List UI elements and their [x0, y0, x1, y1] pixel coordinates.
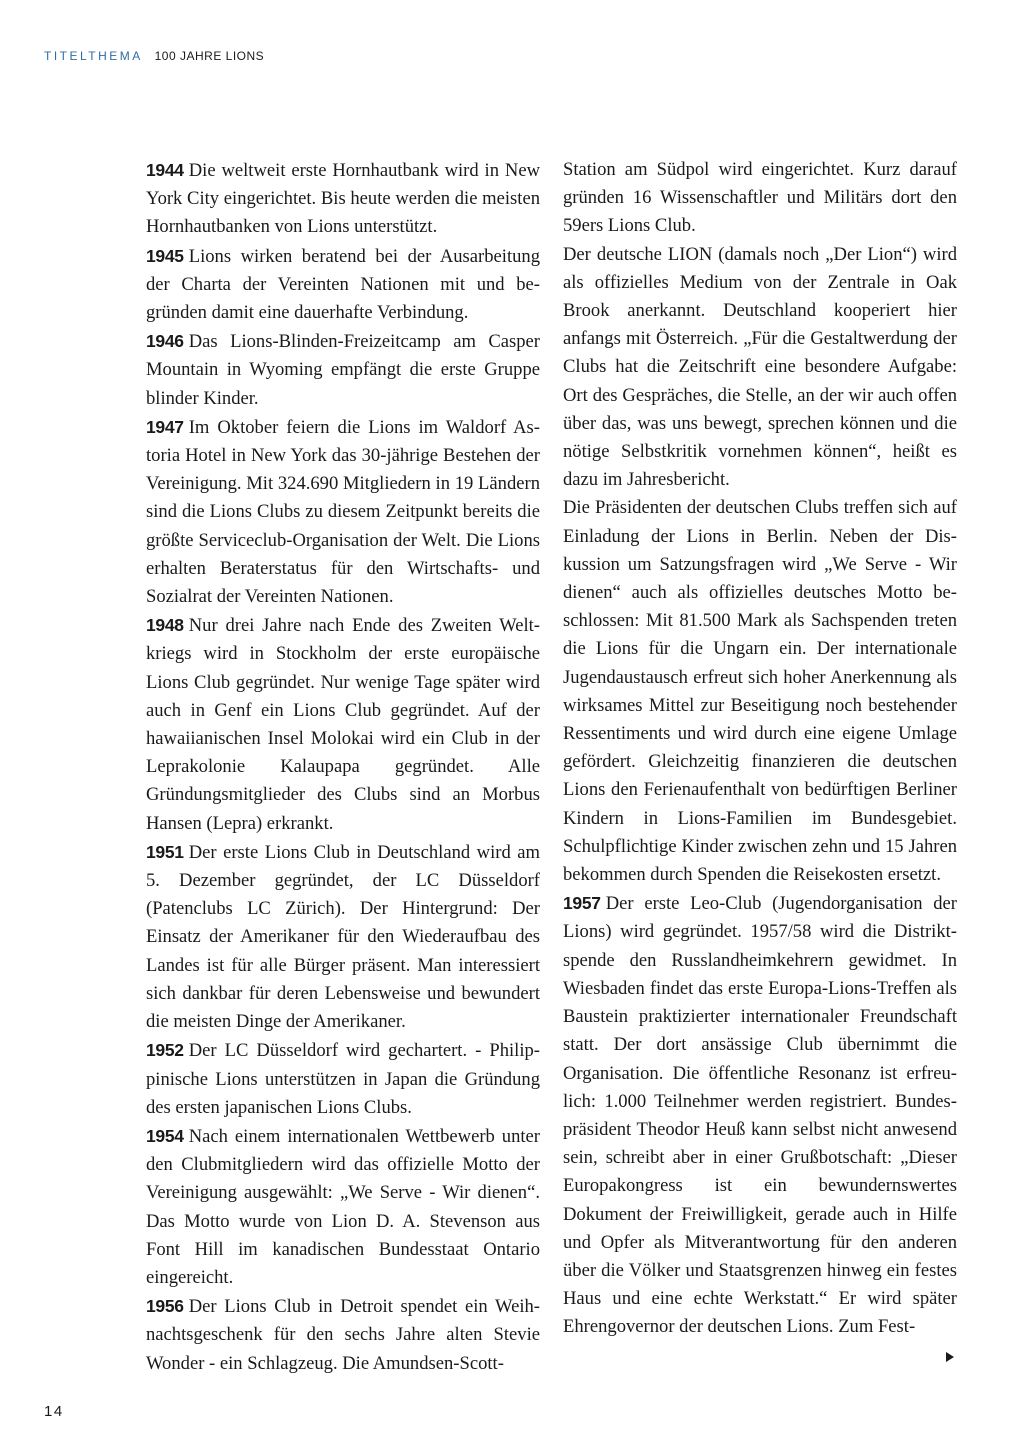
timeline-entry [563, 889, 957, 1341]
entry-text: Die Präsidenten der deutschen Clubs treffen sich auf Einladung der Lions in Berlin. Neben der Diskussion um Satzungsfragen wird „We Serve - Wir dienen“ auch als offizielles deutsches Motto beschlossen: Mit 81.500 Mark als Sachspenden treten die Lions für die Ungarn ein. Der internationale Jugendaustausch erfreut sich hoher Anerkennung als wirksames Mittel zur Beseitigung noch bestehender Ressentiments und wird durch eine eigene Umlage gefördert. Gleichzeitig finanzieren die deutschen Lions den Ferienaufenthalt von bedürftigen Berliner Kindern in Lions-Familien im Bundesgebiet. Schulpflichtige Kinder zwischen zehn und 15 Jahren bekommen durch Spenden die Reisekosten ersetzt. [563, 497, 957, 886]
entry-year: 1952 [146, 1040, 184, 1061]
timeline-entry [146, 242, 540, 328]
page-number: 14 [44, 1403, 64, 1420]
entry-text: Der erste Lions Club in Deutschland wird am 5. Dezember gegründet, der LC Düsseldorf (Patenclubs LC Zürich). Der Hintergrund: Der Einsatz der Amerikaner für den Wiederaufbau des Landes ist für alle Bürger präsent. Man interessiert sich dankbar für deren Lebensweise und bewundert die meisten Dinge der Amerikaner. [146, 841, 540, 1033]
timeline-entry [146, 1122, 540, 1292]
continue-triangle-icon [946, 1352, 954, 1362]
entry-year: 1954 [146, 1125, 184, 1146]
entry-year: 1956 [146, 1296, 184, 1317]
entry-year: 1957 [563, 893, 601, 914]
timeline-paragraph [563, 494, 957, 889]
timeline-entry [146, 413, 540, 611]
entry-text: Der LC Düsseldorf wird gechartert. - Philippinische Lions unterstützen in Japan die Gründung des ersten japanischen Lions Clubs. [146, 1040, 540, 1118]
entry-year: 1951 [146, 841, 184, 862]
entry-year: 1944 [146, 160, 184, 180]
timeline-entry [146, 611, 540, 838]
timeline-entry [146, 838, 540, 1036]
entry-text: Der Lions Club in Detroit spendet ein Weihnachtsgeschenk für den sechs Jahre alten Stevie Wonder - ein Schlagzeug. Die Amundsen-Scott- [146, 1296, 540, 1374]
entry-year: 1945 [146, 245, 184, 266]
timeline-paragraph [563, 241, 957, 495]
timeline-entry [146, 156, 540, 242]
running-head-section: TITELTHEMA [44, 49, 143, 63]
entry-year: 1948 [146, 615, 184, 636]
entry-text: Nur drei Jahre nach Ende des Zweiten Weltkriegs wird in Stockholm der erste europäische Lions Club gegründet. Nur wenige Tage später wird auch in Genf ein Lions Club gegründet. Auf der hawaiianischen Insel Molokai wird ein Club in der Leprakolonie Kalaupapa gegründet. Alle Gründungsmitglieder des Clubs sind an Morbus Hansen (Lepra) erkrankt. [146, 615, 540, 834]
entry-year: 1946 [146, 331, 184, 352]
entry-text: Die weltweit erste Hornhautbank wird in New York City eingerichtet. Bis heute werden die meisten Hornhautbanken von Lions unterstützt. [146, 160, 540, 238]
left-column [146, 156, 540, 1378]
entry-text: Station am Südpol wird eingerichtet. Kurz darauf gründen 16 Wissenschaftler und Militärs dort den 59ers Lions Club. [563, 159, 957, 237]
right-column [563, 156, 957, 1342]
timeline-entry [146, 327, 540, 413]
timeline-entry [146, 1292, 540, 1378]
entry-text: Im Oktober feiern die Lions im Waldorf Astoria Hotel in New York das 30-jährige Bestehen der Vereinigung. Mit 324.690 Mitgliedern in 19 Ländern sind die Lions Clubs zu diesem Zeitpunkt bereits die größte Serviceclub-Organisation der Welt. Die Lions erhalten Beraterstatus für den Wirtschafts- und Sozialrat der Vereinten Nationen. [146, 416, 540, 608]
entry-text: Lions wirken beratend bei der Ausarbeitung der Charta der Vereinten Nationen mit und begründen damit eine dauerhafte Verbindung. [146, 245, 540, 324]
entry-text: Der deutsche LION (damals noch „Der Lion“) wird als offizielles Medium von der Zentrale in Oak Brook anerkannt. Deutschland kooperiert hier anfangs mit Österreich. „Für die Gestaltwerdung der Clubs hat die Zeitschrift eine besondere Aufgabe: Ort des Gespräches, die Stelle, an der wir auch offen über das, was uns bewegt, sprechen können und die nötige Selbstkritik vornehmen können“, heißt es dazu im Jahresbericht. [563, 243, 957, 491]
timeline-paragraph [563, 156, 957, 241]
running-head-topic: 100 JAHRE LIONS [154, 49, 265, 63]
entry-text: Der erste Leo-Club (Jugendorganisation der Lions) wird gegründet. 1957/58 wird die Distriktspende den Russlandheimkehrern gewidmet. In Wiesbaden findet das erste Europa-Lions-Treffen als Baustein praktizierter internationaler Freundschaft statt. Der dort ansässige Club übernimmt die Organisation. Die öffentliche Resonanz ist erfreulich: 1.000 Teilnehmer werden registriert. Bundespräsident Theodor Heuß kann selbst nicht anwesend sein, schreibt aber in einer Grußbotschaft: „Dieser Europakongress ist ein bewundernswertes Dokument der Freiwilligkeit, gerade auch in Hilfe und Opfer als Mitverantwortung für den anderen über die Völker und Staatsgrenzen hinweg ein festes Haus und eine echte Werkstatt.“ Er wird später Ehrengovernor der deutschen Lions. Zum Fest- [563, 893, 957, 1338]
entry-text: Nach einem internationalen Wettbewerb unter den Clubmitgliedern wird das offizielle Motto der Vereinigung ausgewählt: „We Serve - Wir dienen“. Das Motto wurde von Lion D. A. Stevenson aus Font Hill im kanadischen Bundesstaat Ontario eingereicht. [146, 1125, 540, 1288]
timeline-entry [146, 1036, 540, 1122]
entry-year: 1947 [146, 416, 184, 437]
running-head [44, 49, 264, 63]
entry-text: Das Lions-Blinden-Freizeitcamp am Casper Mountain in Wyoming empfängt die erste Gruppe blinder Kinder. [146, 331, 540, 409]
